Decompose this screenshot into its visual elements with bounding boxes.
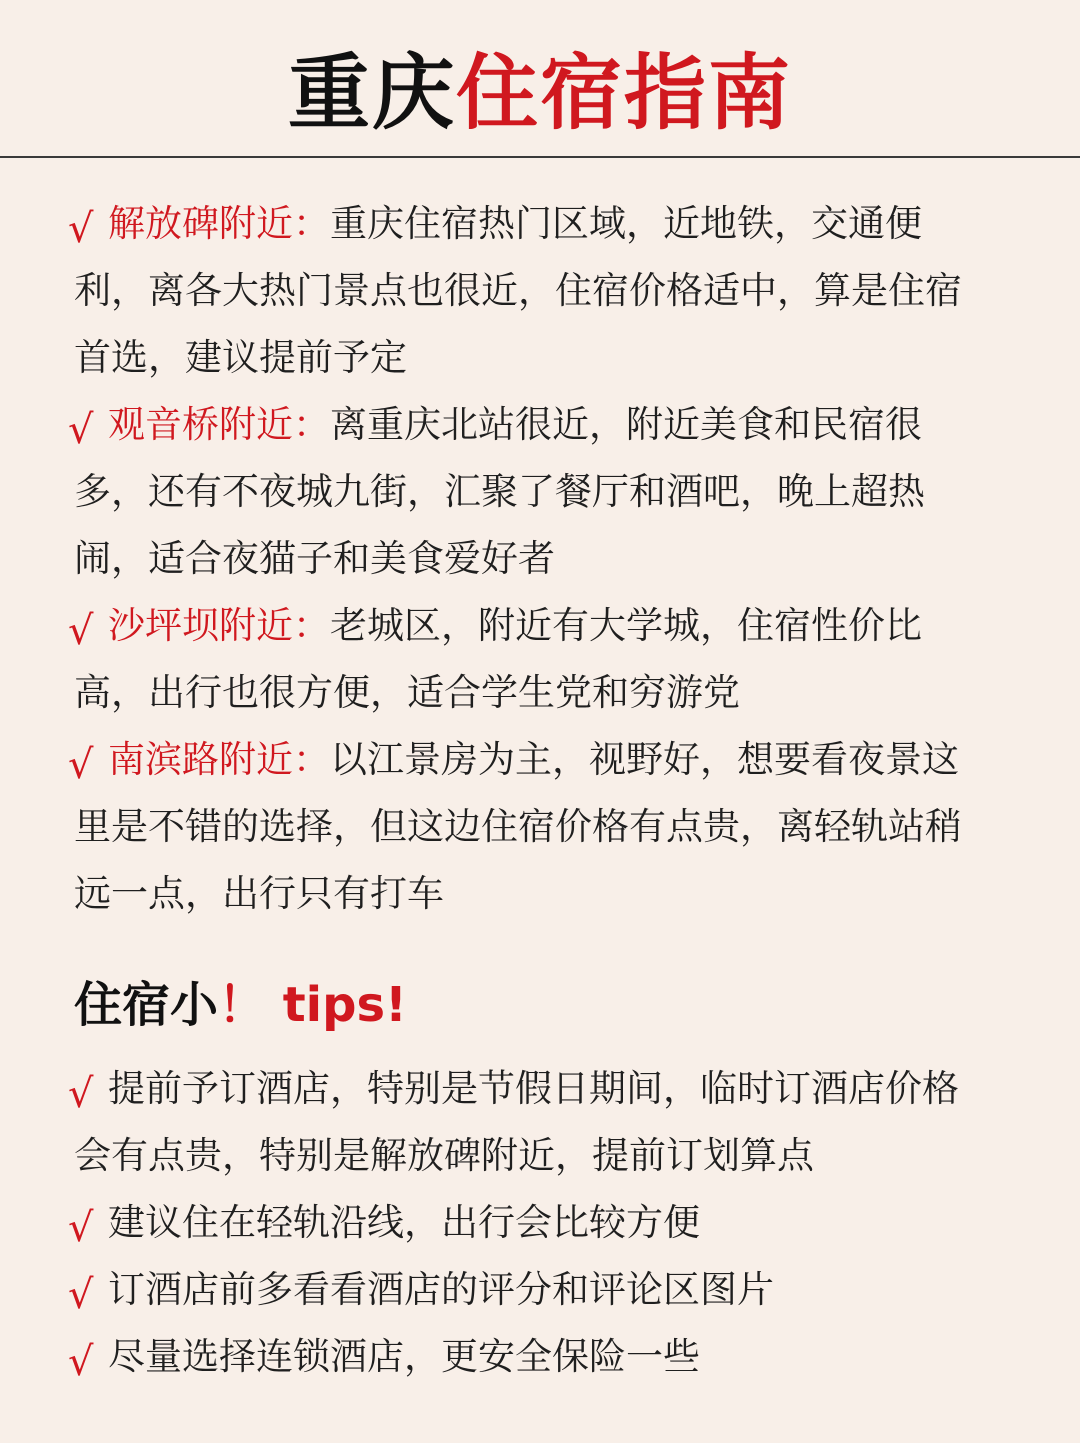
area-description: 离重庆北站很近，附近美食和民宿很多，还有不夜城九街，汇聚了餐厅和酒吧，晚上超热闹，适合夜猫子和美食爱好者 [74, 403, 925, 580]
tip-text: 订酒店前多看看酒店的评分和评论区图片 [108, 1268, 774, 1311]
tip-text: 尽量选择连锁酒店，更安全保险一些 [108, 1335, 700, 1378]
tips-heading-accent: ！ tips! [218, 977, 407, 1033]
check-icon: √ [68, 407, 94, 453]
tips-heading [74, 970, 407, 1040]
area-item-nanbinlu [68, 726, 994, 927]
area-item-guanyinqiao [68, 391, 994, 592]
area-name: 沙坪坝附近： [108, 604, 330, 647]
area-item-jiefangbei [68, 190, 994, 391]
title-city: 重庆 [287, 46, 456, 141]
check-icon: √ [68, 1339, 94, 1385]
check-icon: √ [68, 608, 94, 654]
area-description: 以江景房为主，视野好，想要看夜景这里是不错的选择，但这边住宿价格有点贵，离轻轨站稍远一点，出行只有打车 [74, 738, 962, 915]
area-name: 解放碑附近： [108, 202, 330, 245]
area-list [68, 190, 994, 927]
tip-text: 提前予订酒店，特别是节假日期间，临时订酒店价格会有点贵，特别是解放碑附近，提前订划算点 [74, 1067, 959, 1177]
tip-text: 建议住在轻轨沿线，出行会比较方便 [108, 1201, 700, 1244]
check-icon: √ [68, 742, 94, 788]
area-item-shapingba [68, 592, 994, 726]
title-divider [0, 156, 1080, 158]
check-icon: √ [68, 1205, 94, 1251]
area-name: 观音桥附近： [108, 403, 330, 446]
area-name: 南滨路附近： [108, 738, 330, 781]
tip-item [68, 1256, 994, 1323]
check-icon: √ [68, 1071, 94, 1117]
check-icon: √ [68, 206, 94, 252]
tip-item [68, 1323, 994, 1390]
tip-item [68, 1189, 994, 1256]
tip-item [68, 1055, 994, 1189]
check-icon: √ [68, 1272, 94, 1318]
area-description: 老城区，附近有大学城，住宿性价比高，出行也很方便，适合学生党和穷游党 [74, 604, 922, 714]
area-description: 重庆住宿热门区域，近地铁，交通便利，离各大热门景点也很近，住宿价格适中，算是住宿首选，建议提前予定 [74, 202, 962, 379]
title-topic: 住宿指南 [456, 46, 793, 141]
tips-list [68, 1055, 994, 1390]
tips-heading-text: 住宿小 [74, 977, 219, 1033]
page-title [0, 44, 1080, 144]
